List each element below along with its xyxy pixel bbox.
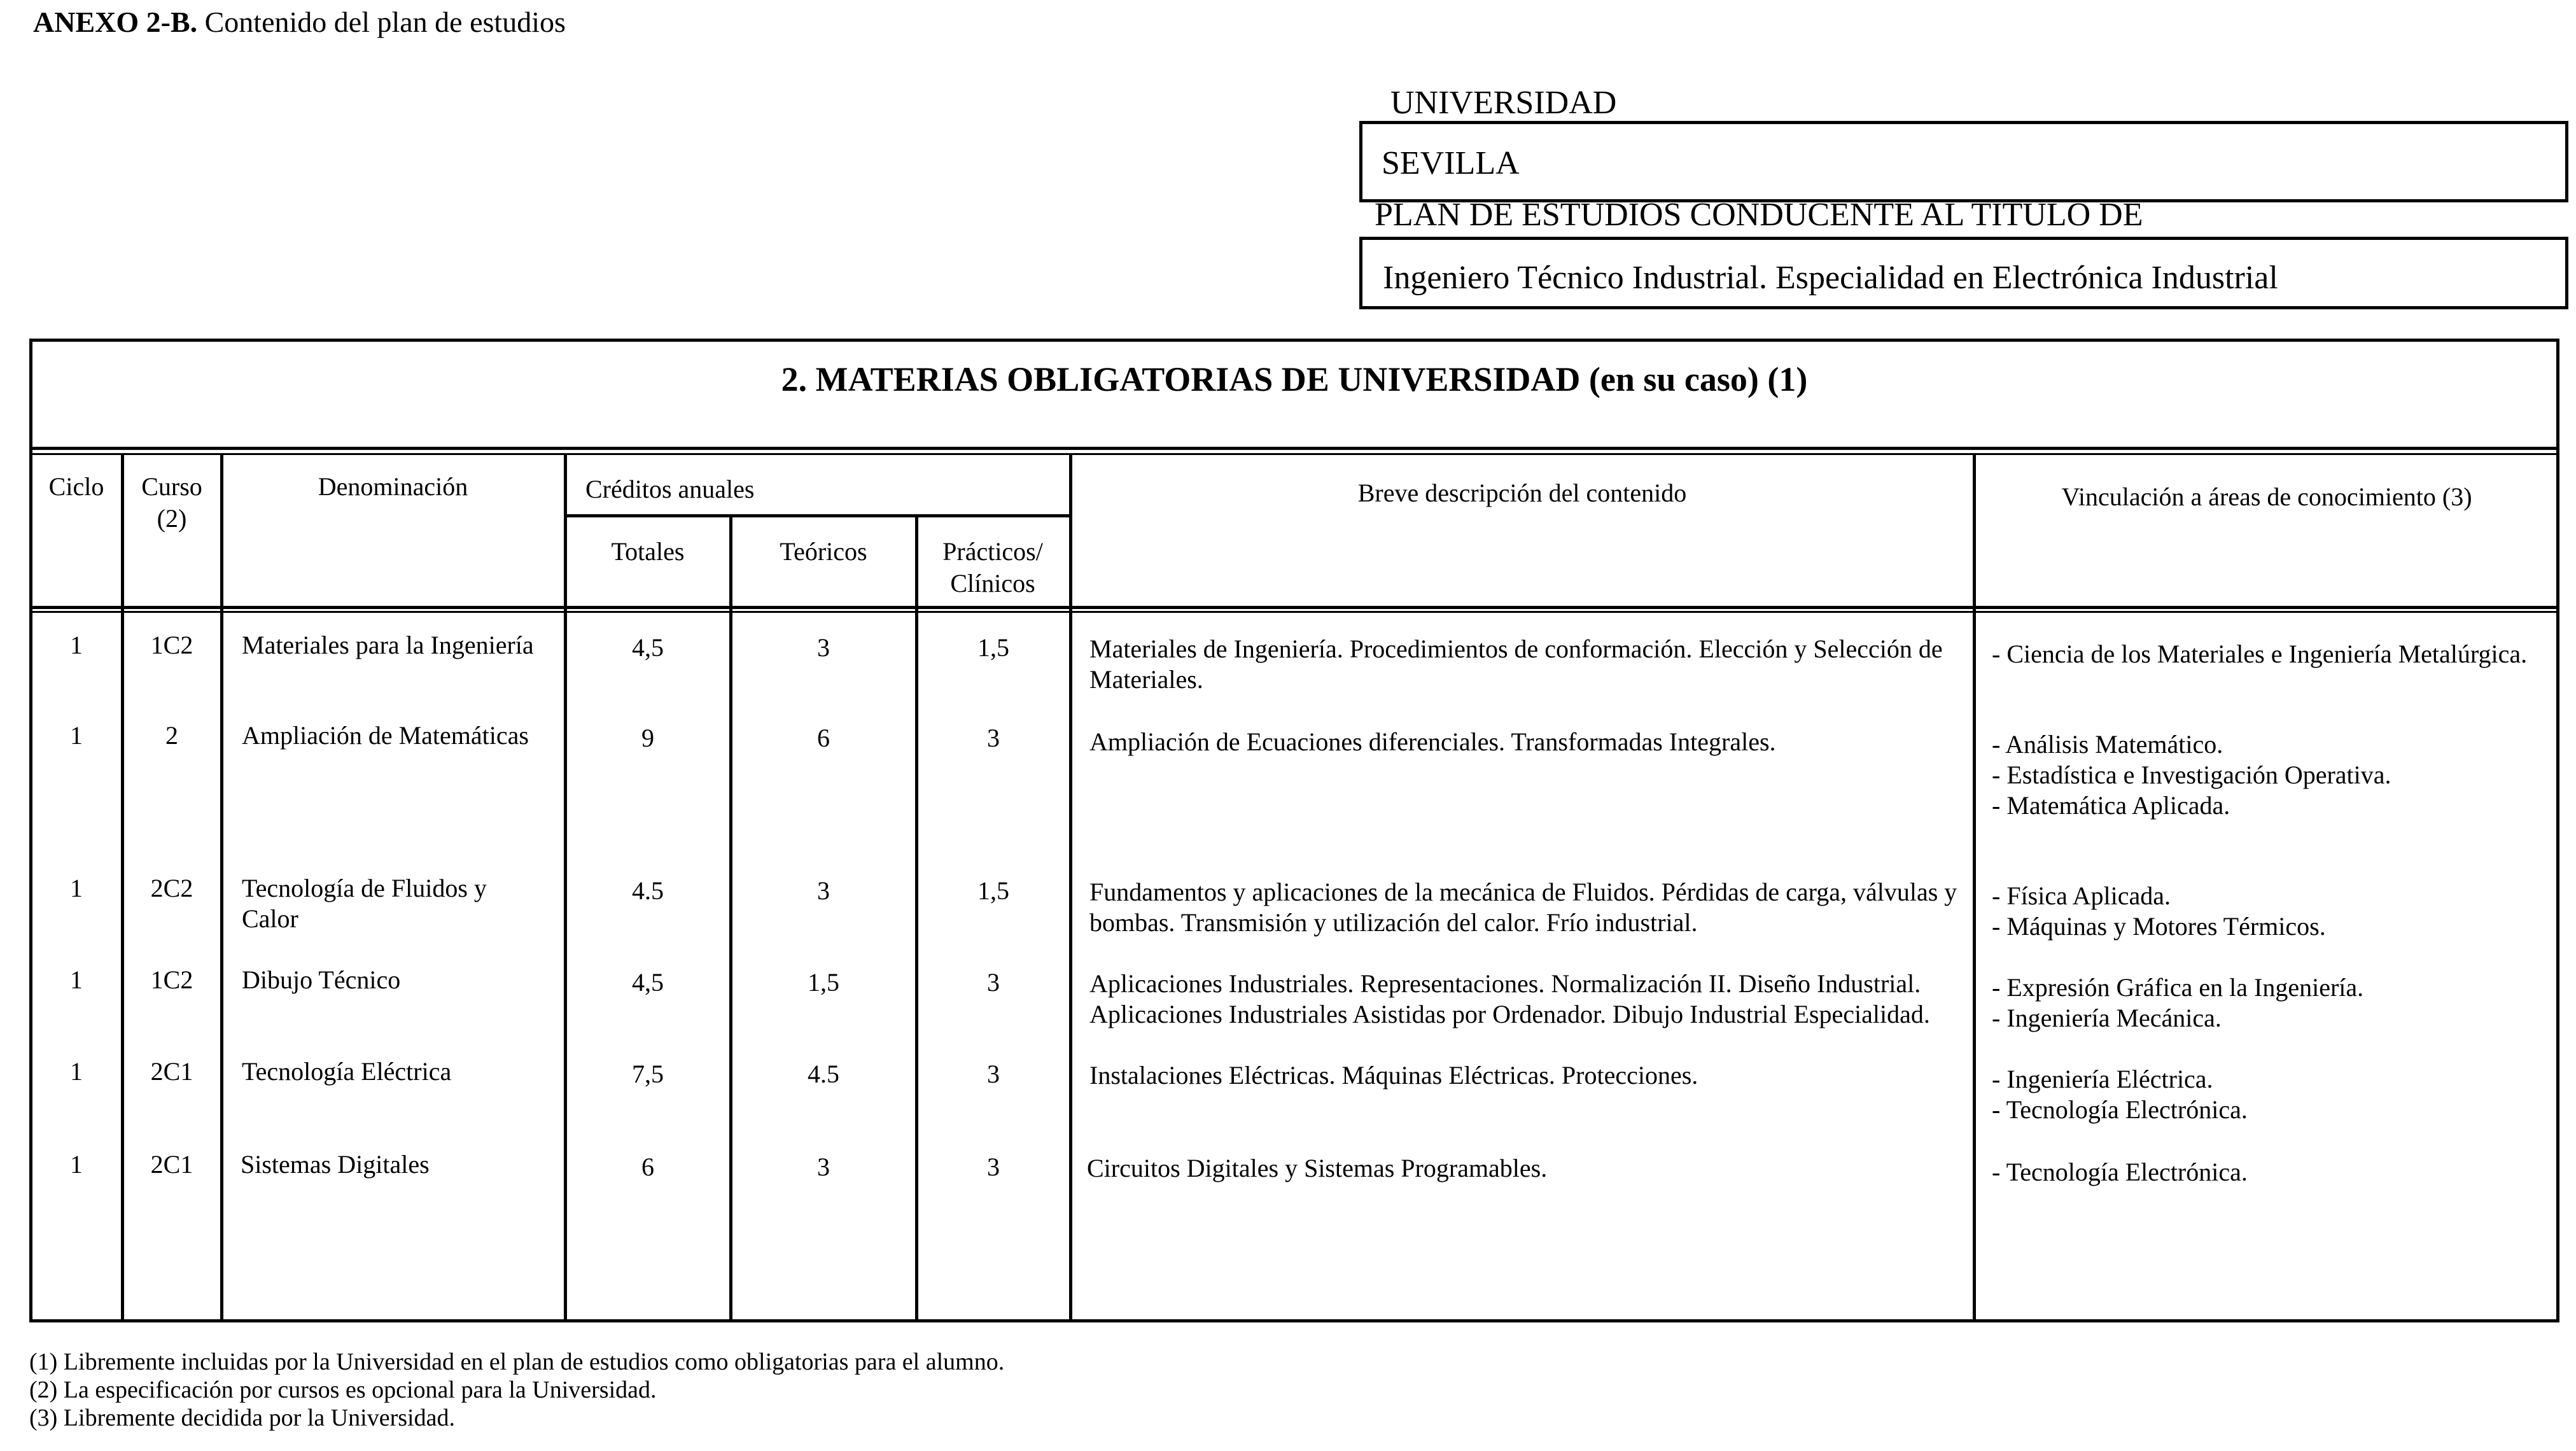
row3-denominacion: Tecnología de Fluidos y Calor bbox=[242, 874, 487, 933]
row2-descripcion: Ampliación de Ecuaciones diferenciales. Transformadas Integrales. bbox=[1089, 727, 1776, 756]
plan-value: Ingeniero Técnico Industrial. Especialidad en Electrónica Industrial bbox=[1383, 260, 2278, 296]
annex-title-bold: ANEXO 2-B. bbox=[33, 6, 198, 38]
header-descripcion: Breve descripción del contenido bbox=[1357, 479, 1687, 507]
row4-totales: 4,5 bbox=[632, 968, 664, 997]
row2-vinculacion-item: - Análisis Matemático. bbox=[1992, 730, 2223, 759]
row3-vinculacion-item: - Máquinas y Motores Térmicos. bbox=[1992, 912, 2326, 941]
row2-vinculacion-item: - Matemática Aplicada. bbox=[1992, 791, 2230, 820]
row4-curso: 1C2 bbox=[150, 965, 193, 994]
header-totales: Totales bbox=[611, 537, 685, 566]
row5-practicos: 3 bbox=[987, 1060, 1000, 1088]
row5-vinculacion-item: - Ingeniería Eléctrica. bbox=[1992, 1065, 2213, 1093]
row2-totales: 9 bbox=[641, 724, 654, 752]
annex-title-rest: Contenido del plan de estudios bbox=[197, 6, 566, 38]
row2-vinculacion-item: - Estadística e Investigación Operativa. bbox=[1992, 761, 2391, 789]
rule-under-headers-double bbox=[29, 611, 2559, 613]
row3-totales: 4.5 bbox=[632, 876, 664, 905]
row6-totales: 6 bbox=[641, 1153, 654, 1181]
universidad-value: SEVILLA bbox=[1382, 145, 1520, 181]
row2-teoricos: 6 bbox=[817, 724, 830, 752]
row1-vinculacion-item: - Ciencia de los Materiales e Ingeniería Metalúrgica. bbox=[1992, 640, 2528, 668]
row2-practicos: 3 bbox=[987, 724, 1000, 752]
row2-ciclo: 1 bbox=[70, 721, 83, 750]
universidad-box bbox=[1359, 121, 2568, 202]
row2-curso: 2 bbox=[165, 721, 178, 750]
row5-ciclo: 1 bbox=[70, 1057, 83, 1086]
col-sep-6 bbox=[1069, 455, 1072, 1321]
plan-label: PLAN DE ESTUDIOS CONDUCENTE AL TITULO DE bbox=[1375, 197, 2143, 233]
universidad-label: UNIVERSIDAD bbox=[1390, 85, 1617, 121]
row4-denominacion: Dibujo Técnico bbox=[242, 965, 401, 994]
row4-teoricos: 1,5 bbox=[808, 968, 839, 997]
row1-descripcion: Materiales de Ingeniería. Procedimientos de conformación. Elección y Selección de Materiales. bbox=[1089, 634, 1943, 694]
row6-curso: 2C1 bbox=[150, 1150, 193, 1179]
row6-teoricos: 3 bbox=[817, 1153, 830, 1181]
row4-vinculacion bbox=[1992, 972, 2552, 1034]
row6-vinculacion-item: - Tecnología Electrónica. bbox=[1992, 1158, 2248, 1186]
col-sep-7 bbox=[1973, 455, 1976, 1321]
footnote-2: (2) La especificación por cursos es opcional para la Universidad. bbox=[29, 1377, 657, 1403]
header-practicos: Prácticos/ Clínicos bbox=[942, 537, 1043, 598]
rule-under-title-double bbox=[29, 453, 2559, 455]
row6-denominacion: Sistemas Digitales bbox=[241, 1150, 430, 1179]
table-title: 2. MATERIAS OBLIGATORIAS DE UNIVERSIDAD (en su caso) (1) bbox=[781, 360, 1808, 398]
footnote-1: (1) Libremente incluidas por la Universidad en el plan de estudios como obligatorias para el alumno. bbox=[29, 1349, 1005, 1375]
header-vinculacion: Vinculación a áreas de conocimiento (3) bbox=[2061, 482, 2472, 511]
row5-curso: 2C1 bbox=[150, 1057, 193, 1086]
row3-ciclo: 1 bbox=[70, 874, 83, 902]
row1-denominacion: Materiales para la Ingeniería bbox=[242, 631, 534, 659]
rule-under-headers bbox=[29, 606, 2559, 609]
header-creditos: Créditos anuales bbox=[585, 475, 755, 503]
row5-descripcion: Instalaciones Eléctricas. Máquinas Eléctricas. Protecciones. bbox=[1089, 1061, 1698, 1090]
row4-vinculacion-item: - Expresión Gráfica en la Ingeniería. bbox=[1992, 973, 2364, 1002]
header-teoricos: Teóricos bbox=[780, 537, 867, 566]
footnote-3: (3) Libremente decidida por la Universidad. bbox=[29, 1405, 455, 1431]
row2-denominacion: Ampliación de Matemáticas bbox=[242, 721, 529, 750]
row5-teoricos: 4.5 bbox=[808, 1060, 839, 1088]
row6-descripcion: Circuitos Digitales y Sistemas Programables. bbox=[1087, 1154, 1548, 1182]
row3-teoricos: 3 bbox=[817, 876, 830, 905]
annex-title bbox=[33, 5, 566, 39]
row6-ciclo: 1 bbox=[70, 1150, 83, 1179]
header-denominacion: Denominación bbox=[318, 472, 468, 501]
row3-vinculacion-item: - Física Aplicada. bbox=[1992, 881, 2171, 910]
row1-vinculacion bbox=[1992, 639, 2552, 669]
rule-under-title bbox=[29, 447, 2559, 450]
row1-totales: 4,5 bbox=[632, 633, 664, 662]
row4-practicos: 3 bbox=[987, 968, 1000, 997]
row3-curso: 2C2 bbox=[150, 874, 193, 902]
row3-practicos: 1,5 bbox=[977, 876, 1009, 905]
row6-vinculacion bbox=[1992, 1157, 2552, 1188]
header-curso: Curso (2) bbox=[141, 472, 202, 533]
row5-denominacion: Tecnología Eléctrica bbox=[242, 1057, 452, 1086]
row3-descripcion: Fundamentos y aplicaciones de la mecánica de Fluidos. Pérdidas de carga, válvulas y bombas. Transmisión y utilización del calor. Frío industrial. bbox=[1089, 878, 1957, 937]
row3-vinculacion bbox=[1992, 881, 2552, 942]
header-ciclo: Ciclo bbox=[48, 472, 104, 501]
row1-curso: 1C2 bbox=[150, 631, 193, 659]
row5-vinculacion-item: - Tecnología Electrónica. bbox=[1992, 1095, 2248, 1124]
row4-ciclo: 1 bbox=[70, 965, 83, 994]
col-sep-2 bbox=[220, 455, 223, 1321]
row4-descripcion: Aplicaciones Industriales. Representaciones. Normalización II. Diseño Industrial. Aplicaciones Industriales Asistidas por Ordenador. Dibujo Industrial Especialidad. bbox=[1089, 969, 1930, 1028]
row1-ciclo: 1 bbox=[70, 631, 83, 659]
row2-vinculacion bbox=[1992, 729, 2552, 821]
row4-vinculacion-item: - Ingeniería Mecánica. bbox=[1992, 1004, 2222, 1032]
row5-totales: 7,5 bbox=[632, 1060, 664, 1088]
row1-practicos: 1,5 bbox=[977, 633, 1009, 662]
row5-vinculacion bbox=[1992, 1064, 2552, 1125]
row6-practicos: 3 bbox=[987, 1153, 1000, 1181]
rule-creditos-sub bbox=[566, 514, 1072, 517]
row1-teoricos: 3 bbox=[817, 633, 830, 662]
plan-box bbox=[1359, 237, 2568, 309]
